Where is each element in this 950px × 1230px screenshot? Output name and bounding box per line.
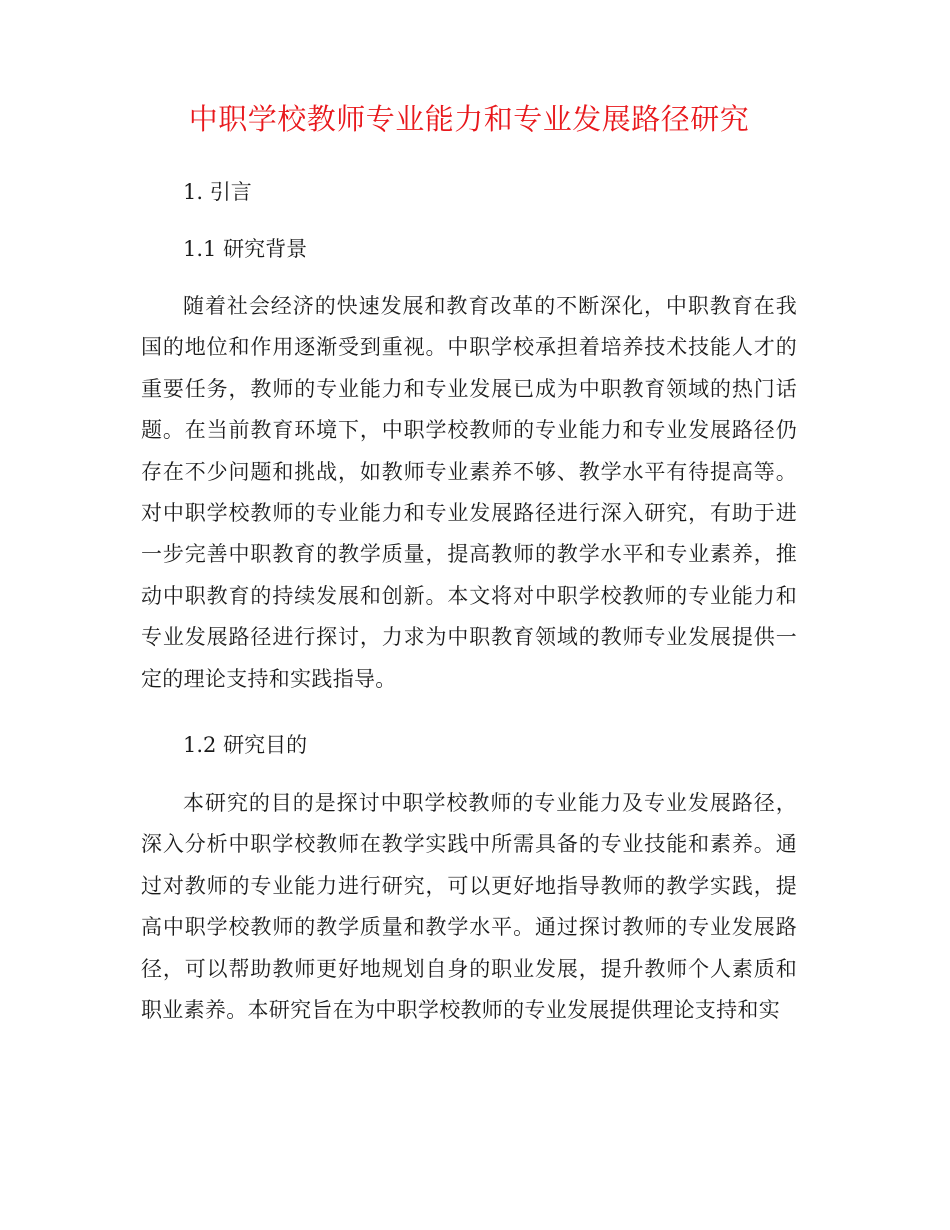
section-heading-research-purpose: 1.2 研究目的 [183,733,308,758]
document-title: 中职学校教师专业能力和专业发展路径研究 [188,102,750,136]
section-heading-research-background: 1.1 研究背景 [183,237,308,261]
section-heading-introduction: 1. 引言 [183,180,252,204]
document-content [141,98,797,1032]
paragraph-research-purpose: 本研究的目的是探讨中职学校教师的专业能力及专业发展路径，深入分析中职学校教师在教学实践中所需具备的专业技能和素养。通过对教师的专业能力进行研究，可以更好地指导教师的教学实践，提高中职学校教师的教学质量和教学水平。通过探讨教师的专业发展路径，可以帮助教师更好地规划自身的职业发展，提升教师个人素质和职业素养。本研究旨在为中职学校教师的专业发展提供理论支持和实 [141,791,797,1023]
paragraph-research-background: 随着社会经济的快速发展和教育改革的不断深化，中职教育在我国的地位和作用逐渐受到重视。中职学校承担着培养技术技能人才的重要任务，教师的专业能力和专业发展已成为中职教育领域的热门话题。在当前教育环境下，中职学校教师的专业能力和专业发展路径仍存在不少问题和挑战，如教师专业素养不够、教学水平有待提高等。对中职学校教师的专业能力和专业发展路径进行深入研究，有助于进一步完善中职教育的教学质量，提高教师的教学水平和专业素养，推动中职教育的持续发展和创新。本文将对中职学校教师的专业能力和专业发展路径进行探讨，力求为中职教育领域的教师专业发展提供一定的理论支持和实践指导。 [141,294,797,691]
